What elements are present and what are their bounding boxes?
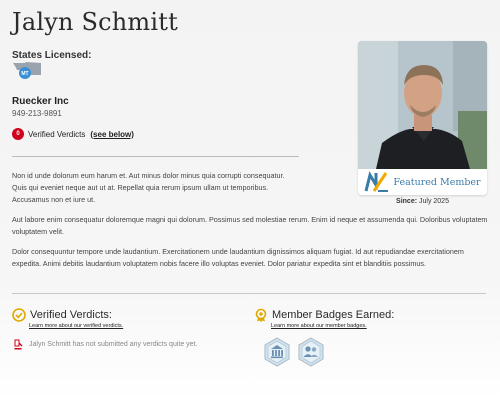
verified-verdicts-summary — [12, 128, 134, 140]
courthouse-badge-icon[interactable] — [263, 337, 291, 367]
no-verdicts-message — [14, 339, 197, 350]
featured-member-label: Featured Member — [393, 176, 481, 188]
member-name: Jalyn Schmitt — [12, 8, 178, 36]
divider — [12, 156, 299, 157]
featured-member-card — [358, 41, 487, 195]
bio-paragraph — [12, 170, 302, 206]
since-label: Since: — [396, 198, 418, 205]
state-abbr: MT — [21, 71, 29, 77]
company-name: Ruecker Inc — [12, 96, 69, 107]
verdict-count-badge: 0 — [12, 128, 24, 140]
verified-verdicts-title: Verified Verdicts: — [30, 309, 112, 321]
gavel-icon — [14, 339, 24, 350]
featured-member-banner — [358, 169, 487, 195]
no-verdicts-text: Jalyn Schmitt has not submitted any verdicts quite yet. — [29, 341, 198, 348]
verdicts-medal-icon — [12, 308, 26, 322]
badges-learn-more-link[interactable]: Learn more about our member badges. — [271, 323, 367, 329]
member-badges-title: Member Badges Earned: — [272, 309, 395, 321]
featured-logo-icon — [364, 171, 390, 193]
states-licensed-label: States Licensed: — [12, 50, 92, 61]
badge-ribbon-icon — [254, 308, 268, 322]
member-badges-heading — [254, 308, 394, 322]
verdicts-learn-more-link[interactable]: Learn more about our verified verdicts. — [29, 323, 124, 329]
bio-paragraph: Dolor consequuntur tempore unde laudantium. Exercitationem unde laudantium dignissimos aliquam fugiat. Id aut repudiandae exercitationem expedita. Animi debitis laudantium voluptatem nobis facere illo voluptas eveniet. Dolor pariatur expedita sint et blanditiis possimus. — [12, 247, 464, 268]
bio-line: Accusamus non et iure ut. — [12, 195, 96, 204]
montana-state-icon[interactable] — [12, 61, 42, 81]
member-since — [358, 198, 487, 205]
see-below-link[interactable]: (see below) — [90, 129, 134, 139]
people-badge-icon[interactable] — [297, 337, 325, 367]
section-divider — [12, 293, 486, 294]
phone-number[interactable]: 949-213-9891 — [12, 109, 62, 118]
verified-verdicts-heading — [12, 308, 112, 322]
verified-verdicts-label: Verified Verdicts — [28, 129, 86, 139]
bio-paragraph: Aut labore enim consequatur doloremque magni qui dolorum. Possimus sed molestiae rerum. Enim id neque et assumenda qui. Doloribus voluptatem voluptatem velit. — [12, 215, 488, 236]
since-value: July 2025 — [419, 198, 449, 205]
member-photo — [358, 41, 487, 169]
bio-line: Non id unde dolorum eum harum et. Aut minus dolor minus quia corrupti consequatur. — [12, 171, 285, 180]
bio-line: Quis qui eveniet neque aut ut at. Repellat quia rerum ipsum ullam ut temporibus. — [12, 183, 269, 192]
